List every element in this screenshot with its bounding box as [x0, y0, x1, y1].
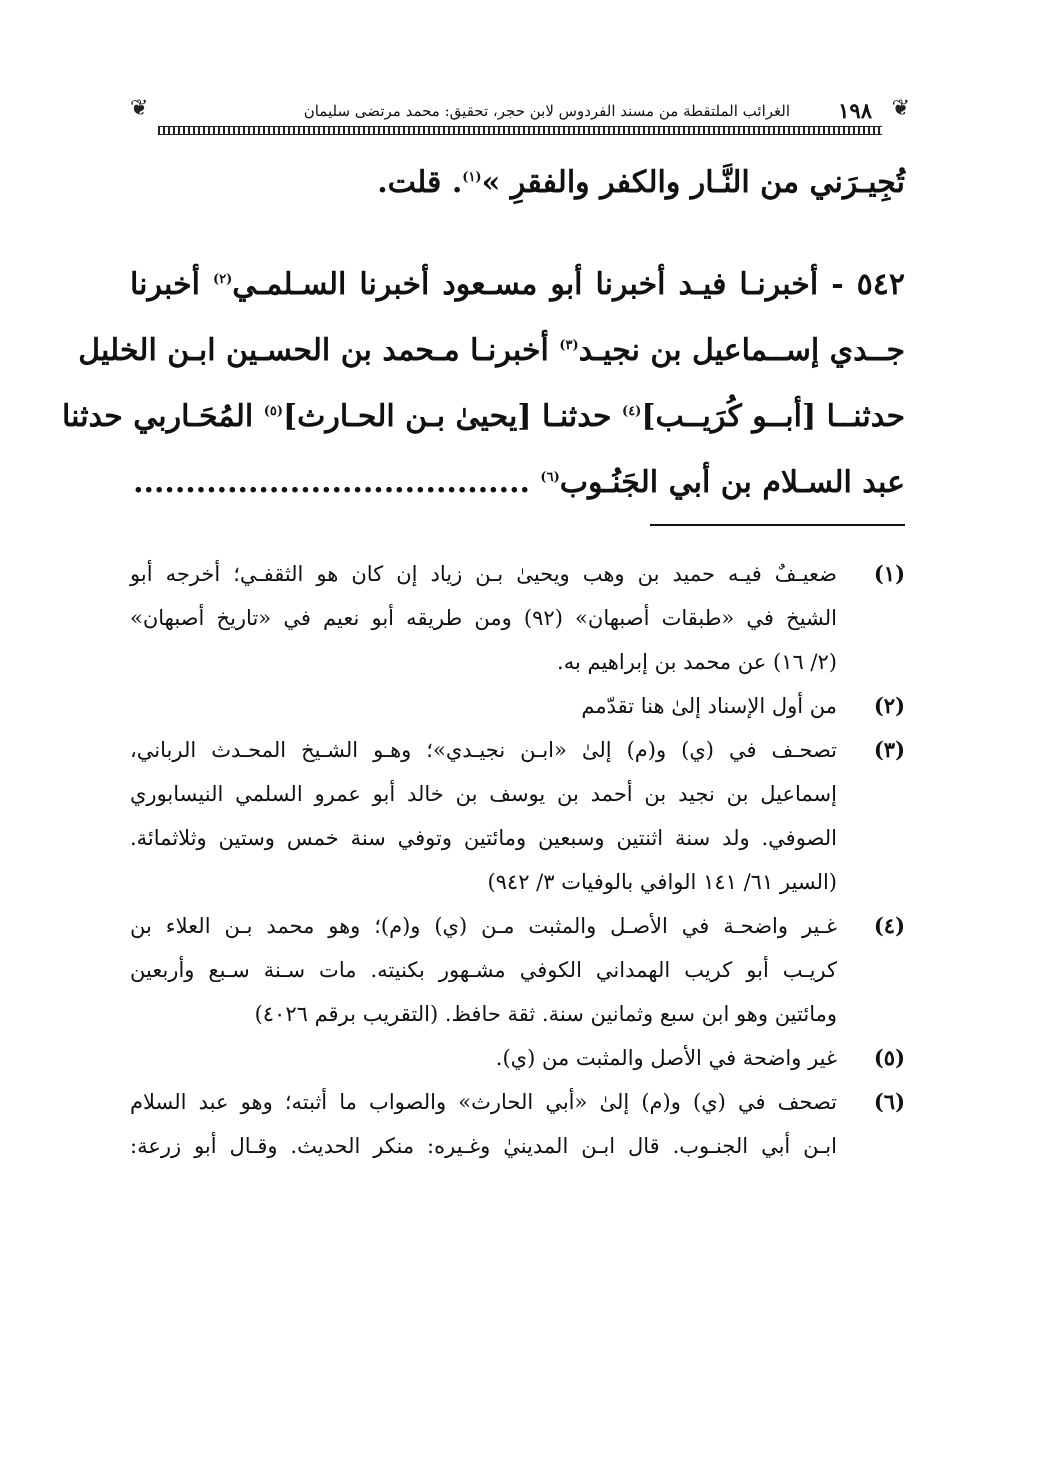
footnote — [130, 1080, 905, 1168]
footnote — [130, 684, 905, 728]
footnote-line: تصحـف في (ي) و(م) إلىٰ «ابـن نجيـدي»؛ وهـو الشـيخ المحـدث الرباني، — [130, 738, 837, 762]
footnote-ref: (٦) — [540, 470, 560, 485]
main-line: حدثنــا [أبــو كُرَيــب]$^{(٤)}$ حدثنـا [يحيىٰ بـن الحـارث]$^{(٥)}$ المُحَـاربي حدثنا — [62, 399, 905, 434]
footnote-line: من أول الإسناد إلىٰ هنا تقدّمم — [581, 694, 837, 718]
main-line: عبد السـلام بن أبي الجَنُـوب$^{(٦)}$ ...................................... — [133, 465, 905, 500]
footnote-ref: (٣) — [559, 338, 579, 353]
footnote-line: كريـب أبو كريب الهمداني الكوفي مشـهور بكنيته. مات سـنة سـبع وأربعين — [130, 958, 837, 982]
footnote-line: غير واضحة في الأصل والمثبت من (ي). — [495, 1046, 837, 1070]
main-line: تُجِيـرَني من النَّـار والكفر والفقرِ »$^{(١)}$. قلت. — [377, 165, 905, 200]
footnote-ref: (٤) — [622, 404, 642, 419]
footnote-ref: (٢) — [212, 272, 233, 287]
main-text — [62, 150, 905, 516]
footnote-divider — [650, 524, 905, 526]
running-title: الغرائب الملتقطة من مسند الفردوس لابن حجر، تحقيق: محمد مرتضى سليمان — [303, 102, 790, 120]
footnote-number: (١) — [873, 561, 905, 586]
page-number: ١٩٨ — [838, 98, 872, 123]
footnotes — [130, 552, 905, 1168]
footnote-number: (٥) — [873, 1045, 905, 1070]
footnote-line: (٢/ ١٦) عن محمد بن إبراهيم به. — [557, 650, 837, 674]
running-header — [130, 92, 910, 140]
header-rule — [158, 126, 882, 135]
footnote-line: ومائتين وهو ابن سبع وثمانين سنة. ثقة حافظ. (التقريب برقم ٤٠٢٦) — [254, 1002, 837, 1026]
footnote-line: تصحف في (ي) و(م) إلىٰ «أبي الحارث» والصواب ما أثبته؛ وهو عبد السلام — [130, 1090, 837, 1114]
ornament-left-icon: ❦ — [130, 96, 149, 121]
footnote-line: الشيخ في «طبقات أصبهان» (٩٢) ومن طريقه أبو نعيم في «تاريخ أصبهان» — [130, 606, 837, 630]
footnote — [130, 1036, 905, 1080]
footnote-line: الصوفي. ولد سنة اثنتين وسبعين ومائتين وتوفي سنة خمس وستين وثلاثمائة. — [130, 826, 837, 850]
footnote-line: ابـن أبي الجنـوب. قال ابـن المدينيٰ وغـيره: منكر الحديث. وقـال أبو زرعة: — [130, 1134, 837, 1158]
ornament-right-icon: ❦ — [891, 96, 910, 121]
footnote-number: (٤) — [873, 913, 905, 938]
footnote-line: ضعيـفٌ فيـه حميد بن وهب ويحيىٰ بـن زياد إن كان هو الثقفـي؛ أخرجه أبو — [130, 562, 837, 586]
main-line: ٥٤٢ - أخبرنـا فيـد أخبرنا أبو مسـعود أخبرنا السـلمـي$^{(٢)}$ أخبرنا — [130, 267, 905, 302]
footnote-line: (السير ٦١/ ١٤١ الوافي بالوفيات ٣/ ٩٤٢) — [487, 870, 837, 894]
footnote-line: غـير واضحـة في الأصـل والمثبت مـن (ي) و(م)؛ وهو محمد بـن العلاء بن — [130, 914, 837, 938]
footnote — [130, 552, 905, 684]
footnote-number: (٦) — [873, 1089, 905, 1114]
footnote-ref: (٥) — [263, 404, 283, 419]
footnote-number: (٢) — [873, 693, 905, 718]
footnote-number: (٣) — [873, 737, 905, 762]
footnote — [130, 904, 905, 1036]
footnote — [130, 728, 905, 904]
footnote-line: إسماعيل بن نجيد بن أحمد بن يوسف بن خالد أبو عمرو السلمي النيسابوري — [130, 782, 837, 806]
main-line: جــدي إســماعيل بن نجيـد$^{(٣)}$ أخبرنـا مـحمد بن الحسـين ابـن الخليل — [78, 333, 905, 368]
footnote-ref: (١) — [462, 170, 482, 185]
